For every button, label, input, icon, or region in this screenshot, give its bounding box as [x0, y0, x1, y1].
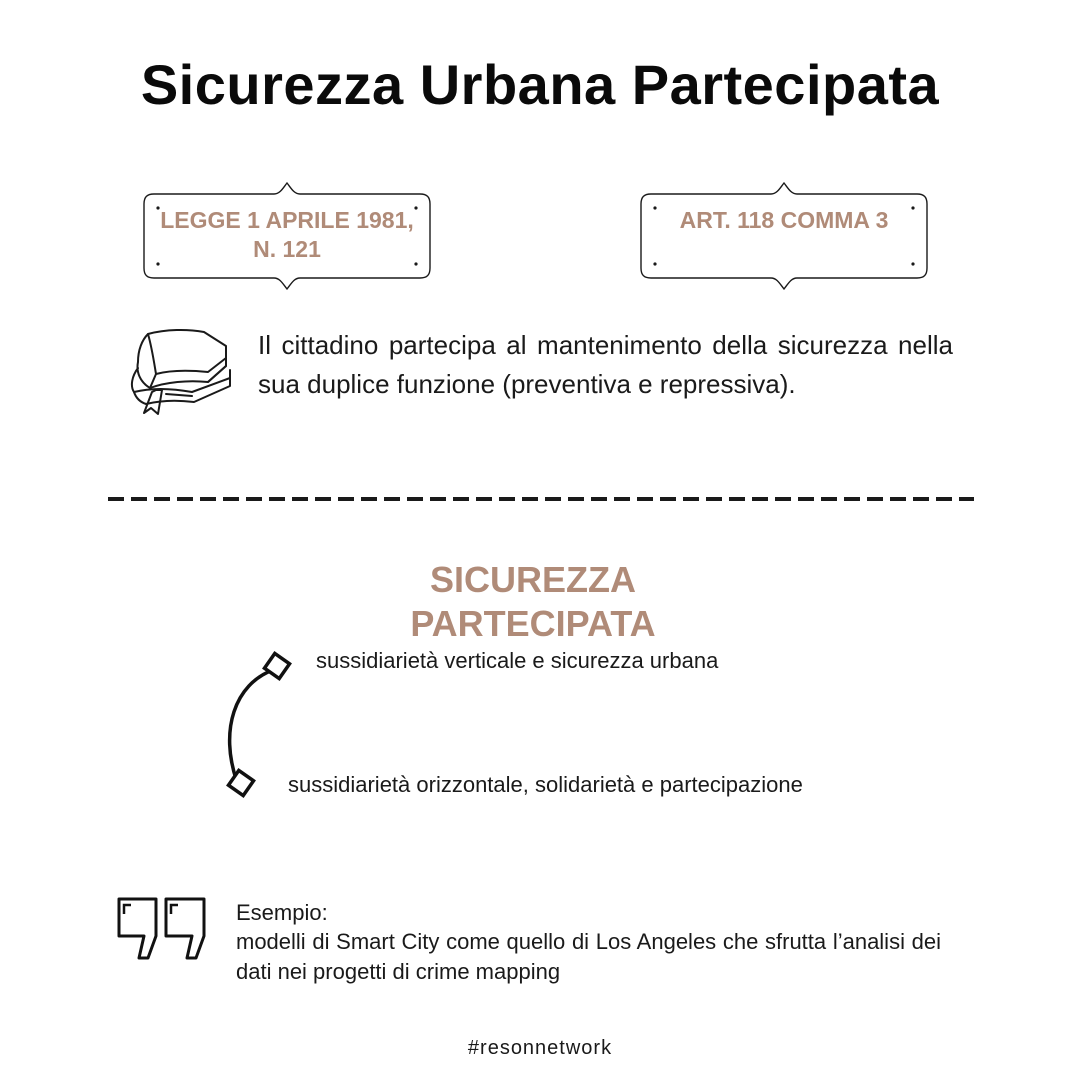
section-heading: SICUREZZA PARTECIPATA [410, 559, 656, 644]
law-reference-label: LEGGE 1 APRILE 1981, N. 121 [160, 207, 414, 262]
dashed-divider [108, 496, 974, 502]
article-reference-frame [639, 182, 929, 292]
list-item: sussidiarietà orizzontale, solidarietà e partecipazione [288, 772, 803, 797]
page-title: Sicurezza Urbana Partecipata [140, 53, 940, 116]
article-reference-label: ART. 118 COMMA 3 [679, 207, 889, 233]
hashtag-footer: #resonnetwork [467, 1037, 613, 1059]
ornamental-frame-border [639, 182, 929, 292]
example-text: modelli di Smart City come quello di Los Angeles che sfrutta l’analisi dei dati nei progetti di crime mapping [236, 929, 941, 984]
law-reference-frame [142, 182, 432, 292]
list-item: sussidiarietà verticale e sicurezza urbana [316, 648, 719, 673]
quote-icon [116, 896, 210, 962]
citizen-participation-text: Il cittadino partecipa al mantenimento della sicurezza nella sua duplice funzione (preventiva e repressiva). [258, 330, 953, 399]
example-label: Esempio: [236, 900, 328, 925]
book-icon [126, 326, 236, 421]
